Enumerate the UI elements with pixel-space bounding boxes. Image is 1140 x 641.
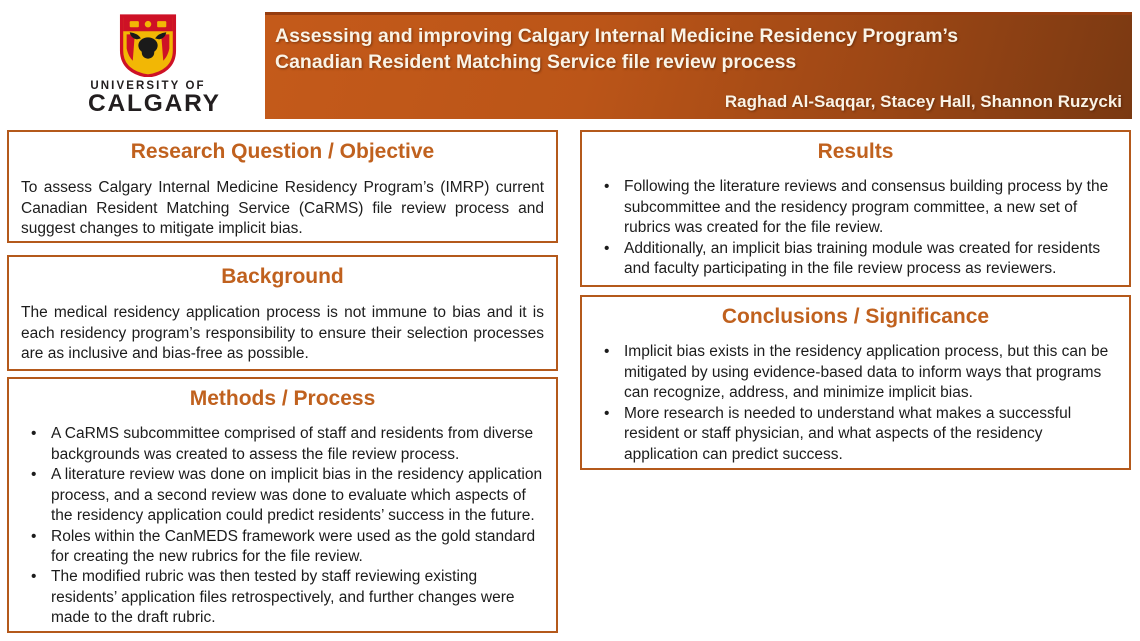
results-title: Results	[817, 140, 894, 163]
results-bullet-list	[596, 177, 1119, 279]
section-background	[7, 255, 558, 371]
section-results	[580, 130, 1131, 287]
poster-authors: Raghad Al-Saqqar, Stacey Hall, Shannon Ruzycki	[724, 92, 1122, 111]
research-question-body: To assess Calgary Internal Medicine Residency Program’s (IMRP) current Canadian Resident Matching Service (CaRMS) file review process and suggest changes to mitigate implicit bias.	[21, 179, 544, 238]
bullet-item: • Implicit bias exists in the residency application process, but this can be mitigated by using evidence-based data to inform ways that programs can recognize, address, and minimize implicit bias.	[596, 342, 1119, 403]
poster-title-line2: Canadian Resident Matching Service file review process	[275, 51, 797, 74]
bullet-item: • A literature review was done on implicit bias in the residency application process, and a second review was done to evaluate which aspects of the residency application could predict residents’ success in the future.	[23, 465, 546, 526]
poster-title	[265, 15, 1060, 76]
research-question-title: Research Question / Objective	[130, 140, 435, 163]
bullet-item: • Following the literature reviews and consensus building process by the subcommittee and the residency program committee, a new set of rubrics was created for the file review.	[596, 177, 1119, 238]
title-banner	[265, 12, 1132, 119]
bullet-item: • Additionally, an implicit bias training module was created for residents and faculty participating in the file review process as reviewers.	[596, 239, 1119, 280]
section-research-question	[7, 130, 558, 243]
uofc-crest-icon	[117, 14, 179, 77]
background-title: Background	[221, 265, 344, 288]
conclusions-title: Conclusions / Significance	[721, 305, 990, 328]
background-body: The medical residency application process is not immune to bias and it is each residency program’s responsibility to ensure their selection processes are as inclusive and bias-free as possible.	[21, 304, 544, 363]
logo-wordmark-line1: UNIVERSITY OF	[90, 80, 206, 92]
methods-title: Methods / Process	[189, 387, 376, 410]
bullet-item: • More research is needed to understand what makes a successful resident or staff physician, and what aspects of the residency application can predict success.	[596, 404, 1119, 465]
bullet-item: • The modified rubric was then tested by staff reviewing existing residents’ application files retrospectively, and further changes were made to the draft rubric.	[23, 567, 546, 628]
bullet-item: • Roles within the CanMEDS framework were used as the gold standard for creating the new rubrics for the file review.	[23, 527, 546, 568]
conclusions-bullet-list	[596, 342, 1119, 465]
bullet-item: • A CaRMS subcommittee comprised of staff and residents from diverse backgrounds was created to assess the file review process.	[23, 424, 546, 465]
poster-title-line1: Assessing and improving Calgary Internal Medicine Residency Program’s	[275, 25, 959, 47]
logo-wordmark-line2: CALGARY	[88, 90, 221, 117]
methods-bullet-list	[23, 424, 546, 629]
section-conclusions	[580, 295, 1131, 470]
uofc-logo	[88, 14, 221, 117]
section-methods	[7, 377, 558, 633]
